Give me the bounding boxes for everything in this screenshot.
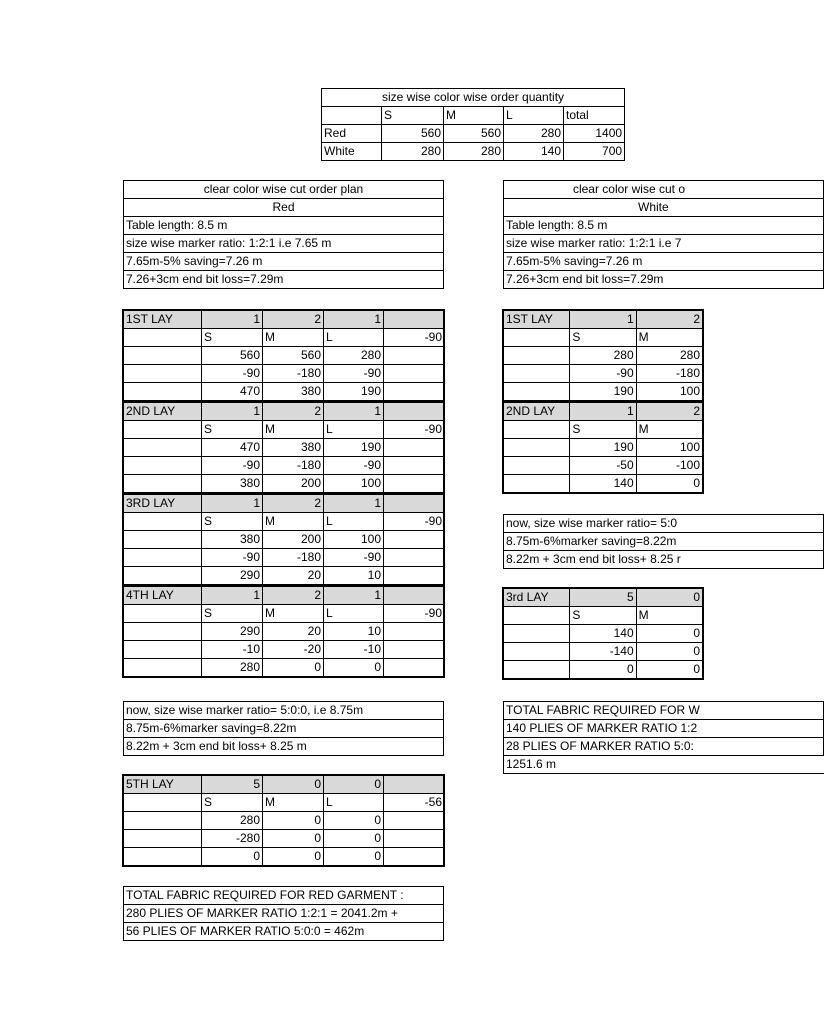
- value-cell: 290: [202, 567, 263, 586]
- blank-cell: [504, 607, 570, 625]
- white-now-clip: [503, 514, 685, 571]
- blank-cell: [504, 365, 570, 383]
- cell: 1400: [564, 125, 625, 143]
- value-cell: -280: [202, 830, 263, 848]
- table-row: [504, 439, 703, 457]
- white-total-line: 28 PLIES OF MARKER RATIO 5:0:: [504, 738, 824, 756]
- red-plan-line: Table length: 8.5 m: [124, 217, 444, 235]
- lay-ratio-row: [124, 311, 445, 329]
- lay-label: 1ST LAY: [124, 311, 202, 329]
- lay-size-row: [124, 605, 445, 623]
- row-label: White: [322, 143, 382, 161]
- ratio-cell: 1: [324, 311, 384, 329]
- blank-cell: [124, 365, 202, 383]
- ratio-cell: [384, 776, 445, 794]
- blank-cell: [124, 457, 202, 475]
- white-plan-line: Table length: 8.5 m: [504, 217, 824, 235]
- blank-cell: [124, 549, 202, 567]
- table-row: [322, 143, 625, 161]
- value-cell: 140: [570, 475, 636, 493]
- size-cell: S: [570, 607, 636, 625]
- value-cell: 0: [263, 812, 324, 830]
- size-cell: M: [263, 421, 324, 439]
- table-row: [504, 457, 703, 475]
- value-cell: 0: [636, 661, 702, 679]
- size-cell: M: [263, 605, 324, 623]
- value-cell: 280: [636, 347, 702, 365]
- red-lays-table: [123, 310, 445, 677]
- order-header-cell: M: [444, 107, 504, 125]
- cell: 560: [444, 125, 504, 143]
- white-total-line: TOTAL FABRIC REQUIRED FOR W: [504, 702, 824, 720]
- value-cell: -90: [202, 457, 263, 475]
- cell: 560: [382, 125, 444, 143]
- white-now-line: now, size wise marker ratio= 5:0: [504, 515, 824, 533]
- table-row: [124, 830, 445, 848]
- ratio-cell: 1: [202, 402, 263, 421]
- size-cell: L: [324, 513, 384, 531]
- value-cell: 190: [324, 383, 384, 402]
- ratio-cell: 1: [570, 311, 636, 329]
- lay-label: 2ND LAY: [504, 402, 570, 421]
- value-cell: [384, 567, 445, 586]
- red-now-line: 8.22m + 3cm end bit loss+ 8.25 m: [124, 738, 444, 756]
- blank-cell: [504, 329, 570, 347]
- blank-cell: [124, 439, 202, 457]
- white-total-table: [503, 701, 824, 774]
- ratio-cell: 2: [263, 586, 324, 605]
- value-cell: -180: [636, 365, 702, 383]
- value-cell: -180: [263, 549, 324, 567]
- value-cell: [384, 623, 445, 641]
- ratio-cell: 1: [202, 586, 263, 605]
- value-cell: -90: [202, 365, 263, 383]
- value-cell: 280: [202, 659, 263, 677]
- value-cell: -90: [324, 549, 384, 567]
- value-cell: 380: [202, 475, 263, 494]
- blank-cell: [124, 605, 202, 623]
- lay-size-row: [124, 513, 445, 531]
- size-cell: L: [324, 794, 384, 812]
- ratio-cell: 2: [636, 402, 702, 421]
- blank-cell: [124, 623, 202, 641]
- value-cell: -180: [263, 365, 324, 383]
- table-row: [124, 659, 445, 677]
- value-cell: 200: [263, 531, 324, 549]
- table-row: [504, 625, 703, 643]
- blank-cell: [124, 421, 202, 439]
- value-cell: 0: [324, 659, 384, 677]
- table-row: [504, 383, 703, 402]
- table-row: [124, 383, 445, 402]
- blank-cell: [504, 475, 570, 493]
- white-total-line: 140 PLIES OF MARKER RATIO 1:2: [504, 720, 824, 738]
- blank-cell: [124, 531, 202, 549]
- value-cell: 0: [263, 848, 324, 866]
- blank-cell: [504, 457, 570, 475]
- ratio-cell: 5: [202, 776, 263, 794]
- value-cell: -140: [570, 643, 636, 661]
- lay-size-row: [124, 329, 445, 347]
- value-cell: [384, 812, 445, 830]
- value-cell: 280: [570, 347, 636, 365]
- cell: 280: [444, 143, 504, 161]
- table-row: [124, 567, 445, 586]
- size-cell: M: [263, 513, 324, 531]
- value-cell: 100: [636, 383, 702, 402]
- value-cell: [384, 830, 445, 848]
- size-cell: M: [263, 329, 324, 347]
- lay-label: 3RD LAY: [124, 494, 202, 513]
- value-cell: 190: [570, 439, 636, 457]
- value-cell: 200: [263, 475, 324, 494]
- ratio-cell: 2: [636, 311, 702, 329]
- ratio-cell: 2: [263, 311, 324, 329]
- white-plan-line: size wise marker ratio: 1:2:1 i.e 7: [504, 235, 824, 253]
- value-cell: 0: [263, 830, 324, 848]
- table-row: [124, 812, 445, 830]
- value-cell: 100: [324, 475, 384, 494]
- white-plan-line: 7.65m-5% saving=7.26 m: [504, 253, 824, 271]
- white-plan-line: 7.26+3cm end bit loss=7.29m: [504, 271, 824, 289]
- blank-cell: [504, 347, 570, 365]
- cell: 280: [504, 125, 564, 143]
- value-cell: 100: [324, 531, 384, 549]
- red-total-line: 56 PLIES OF MARKER RATIO 5:0:0 = 462m: [124, 923, 444, 941]
- blank-cell: [504, 421, 570, 439]
- value-cell: 0: [263, 659, 324, 677]
- value-cell: [384, 641, 445, 659]
- red-lay5-block: [123, 775, 444, 866]
- blank-cell: [124, 475, 202, 494]
- blank-cell: [124, 347, 202, 365]
- order-title: size wise color wise order quantity: [322, 89, 625, 107]
- size-cell: M: [636, 329, 702, 347]
- white-plan-table: [503, 180, 824, 289]
- order-header-cell: total: [564, 107, 625, 125]
- table-row: [124, 475, 445, 494]
- red-plan-line: 7.26+3cm end bit loss=7.29m: [124, 271, 444, 289]
- table-row: [124, 549, 445, 567]
- size-cell: M: [263, 794, 324, 812]
- white-now-line: 8.75m-6%marker saving=8.22m: [504, 533, 824, 551]
- white-lay3-table: [503, 588, 703, 679]
- lay-label: 3rd LAY: [504, 589, 570, 607]
- value-cell: 100: [636, 439, 702, 457]
- lay-ratio-row: [124, 402, 445, 421]
- red-total-line: TOTAL FABRIC REQUIRED FOR RED GARMENT :: [124, 887, 444, 905]
- red-plan-title: clear color wise cut order plan: [124, 181, 444, 199]
- value-cell: [384, 475, 445, 494]
- value-cell: 0: [324, 848, 384, 866]
- value-cell: 380: [263, 383, 324, 402]
- value-cell: [384, 549, 445, 567]
- size-cell: L: [324, 329, 384, 347]
- blank-cell: [504, 661, 570, 679]
- ratio-cell: 1: [324, 402, 384, 421]
- ratio-cell: 1: [570, 402, 636, 421]
- table-row: [504, 475, 703, 493]
- lay-ratio-row: [504, 311, 703, 329]
- order-quantity-table: [321, 88, 625, 161]
- red-now-table: [123, 701, 444, 756]
- blank-cell: [124, 567, 202, 586]
- lay-ratio-row: [504, 402, 703, 421]
- lay-label: 1ST LAY: [504, 311, 570, 329]
- value-cell: 140: [570, 625, 636, 643]
- value-cell: 20: [263, 567, 324, 586]
- lay-label: 5TH LAY: [124, 776, 202, 794]
- red-total-line: 280 PLIES OF MARKER RATIO 1:2:1 = 2041.2m +: [124, 905, 444, 923]
- table-row: [124, 848, 445, 866]
- cell: 280: [382, 143, 444, 161]
- value-cell: -10: [324, 641, 384, 659]
- size-cell: L: [324, 605, 384, 623]
- red-plan-line: 7.65m-5% saving=7.26 m: [124, 253, 444, 271]
- value-cell: -10: [202, 641, 263, 659]
- value-cell: 0: [324, 830, 384, 848]
- value-cell: -20: [263, 641, 324, 659]
- size-cell: S: [202, 513, 263, 531]
- table-row: [504, 347, 703, 365]
- white-plan-title: clear color wise cut o: [504, 181, 824, 199]
- value-cell: -90: [324, 457, 384, 475]
- size-cell: M: [636, 421, 702, 439]
- white-now-line: 8.22m + 3cm end bit loss+ 8.25 r: [504, 551, 824, 569]
- size-cell: S: [570, 421, 636, 439]
- order-header-cell: L: [504, 107, 564, 125]
- ratio-cell: [384, 402, 445, 421]
- blank-cell: [124, 812, 202, 830]
- size-cell: -90: [384, 421, 445, 439]
- white-total-line: 1251.6 m: [504, 756, 824, 774]
- lay-ratio-row: [124, 776, 445, 794]
- ratio-cell: 1: [202, 494, 263, 513]
- ratio-cell: 2: [263, 494, 324, 513]
- table-row: [504, 643, 703, 661]
- value-cell: 10: [324, 567, 384, 586]
- size-cell: -56: [384, 794, 445, 812]
- size-cell: S: [202, 421, 263, 439]
- cell: 140: [504, 143, 564, 161]
- row-label: Red: [322, 125, 382, 143]
- size-cell: S: [202, 329, 263, 347]
- blank-cell: [124, 830, 202, 848]
- red-plan-color: Red: [124, 199, 444, 217]
- table-row: [124, 365, 445, 383]
- value-cell: 0: [636, 643, 702, 661]
- value-cell: [384, 659, 445, 677]
- blank-cell: [504, 383, 570, 402]
- ratio-cell: [384, 494, 445, 513]
- value-cell: 470: [202, 439, 263, 457]
- size-cell: S: [202, 605, 263, 623]
- lay-size-row: [504, 421, 703, 439]
- blank-cell: [124, 659, 202, 677]
- ratio-cell: [384, 311, 445, 329]
- size-cell: S: [202, 794, 263, 812]
- table-row: [124, 623, 445, 641]
- value-cell: 560: [263, 347, 324, 365]
- blank-cell: [124, 513, 202, 531]
- value-cell: 470: [202, 383, 263, 402]
- blank-cell: [504, 439, 570, 457]
- table-row: [124, 531, 445, 549]
- table-row: [504, 365, 703, 383]
- ratio-cell: 5: [570, 589, 636, 607]
- white-total-clip: [503, 701, 700, 777]
- lay-ratio-row: [124, 494, 445, 513]
- ratio-cell: 2: [263, 402, 324, 421]
- blank-cell: [124, 794, 202, 812]
- order-header-cell: [322, 107, 382, 125]
- value-cell: 190: [324, 439, 384, 457]
- ratio-cell: 0: [324, 776, 384, 794]
- red-now-line: now, size wise marker ratio= 5:0:0, i.e 8.75m: [124, 702, 444, 720]
- blank-cell: [124, 641, 202, 659]
- value-cell: -180: [263, 457, 324, 475]
- lay-size-row: [504, 329, 703, 347]
- value-cell: 280: [202, 812, 263, 830]
- white-lays-table: [503, 310, 703, 493]
- table-row: [124, 439, 445, 457]
- value-cell: 560: [202, 347, 263, 365]
- lay-size-row: [504, 607, 703, 625]
- value-cell: [384, 439, 445, 457]
- blank-cell: [124, 383, 202, 402]
- size-cell: -90: [384, 605, 445, 623]
- size-cell: L: [324, 421, 384, 439]
- lay-ratio-row: [124, 586, 445, 605]
- value-cell: 380: [202, 531, 263, 549]
- lay-ratio-row: [504, 589, 703, 607]
- size-cell: S: [570, 329, 636, 347]
- size-cell: -90: [384, 329, 445, 347]
- lay-size-row: [124, 421, 445, 439]
- blank-cell: [124, 329, 202, 347]
- red-plan-line: size wise marker ratio: 1:2:1 i.e 7.65 m: [124, 235, 444, 253]
- value-cell: 290: [202, 623, 263, 641]
- value-cell: 280: [324, 347, 384, 365]
- cell: 700: [564, 143, 625, 161]
- white-plan-clip: [503, 180, 685, 295]
- ratio-cell: 0: [636, 589, 702, 607]
- ratio-cell: [384, 586, 445, 605]
- red-now-line: 8.75m-6%marker saving=8.22m: [124, 720, 444, 738]
- table-row: [322, 125, 625, 143]
- value-cell: 380: [263, 439, 324, 457]
- value-cell: 20: [263, 623, 324, 641]
- blank-cell: [504, 625, 570, 643]
- table-row: [124, 641, 445, 659]
- value-cell: -90: [324, 365, 384, 383]
- value-cell: -90: [570, 365, 636, 383]
- value-cell: -90: [202, 549, 263, 567]
- white-lays-clip: [503, 310, 700, 497]
- white-plan-color: White: [504, 199, 824, 217]
- lay-size-row: [124, 794, 445, 812]
- value-cell: 0: [570, 661, 636, 679]
- white-lay3-clip: [503, 588, 700, 684]
- ratio-cell: 1: [324, 586, 384, 605]
- ratio-cell: 1: [324, 494, 384, 513]
- red-plan-table: [123, 180, 444, 289]
- ratio-cell: 1: [202, 311, 263, 329]
- lay-label: 2ND LAY: [124, 402, 202, 421]
- red-total-table: [123, 886, 444, 941]
- size-cell: -90: [384, 513, 445, 531]
- lay-label: 4TH LAY: [124, 586, 202, 605]
- table-row: [124, 457, 445, 475]
- value-cell: [384, 365, 445, 383]
- value-cell: 0: [636, 625, 702, 643]
- value-cell: 0: [202, 848, 263, 866]
- value-cell: 10: [324, 623, 384, 641]
- red-lay5-table: [123, 775, 445, 866]
- value-cell: -50: [570, 457, 636, 475]
- value-cell: 0: [324, 812, 384, 830]
- value-cell: [384, 347, 445, 365]
- value-cell: [384, 848, 445, 866]
- value-cell: [384, 383, 445, 402]
- value-cell: [384, 457, 445, 475]
- white-now-table: [503, 514, 824, 569]
- value-cell: 0: [636, 475, 702, 493]
- value-cell: [384, 531, 445, 549]
- blank-cell: [504, 643, 570, 661]
- table-row: [124, 347, 445, 365]
- value-cell: -100: [636, 457, 702, 475]
- red-lays-block: [123, 310, 444, 677]
- order-header-cell: S: [382, 107, 444, 125]
- value-cell: 190: [570, 383, 636, 402]
- ratio-cell: 0: [263, 776, 324, 794]
- blank-cell: [124, 848, 202, 866]
- size-cell: M: [636, 607, 702, 625]
- table-row: [504, 661, 703, 679]
